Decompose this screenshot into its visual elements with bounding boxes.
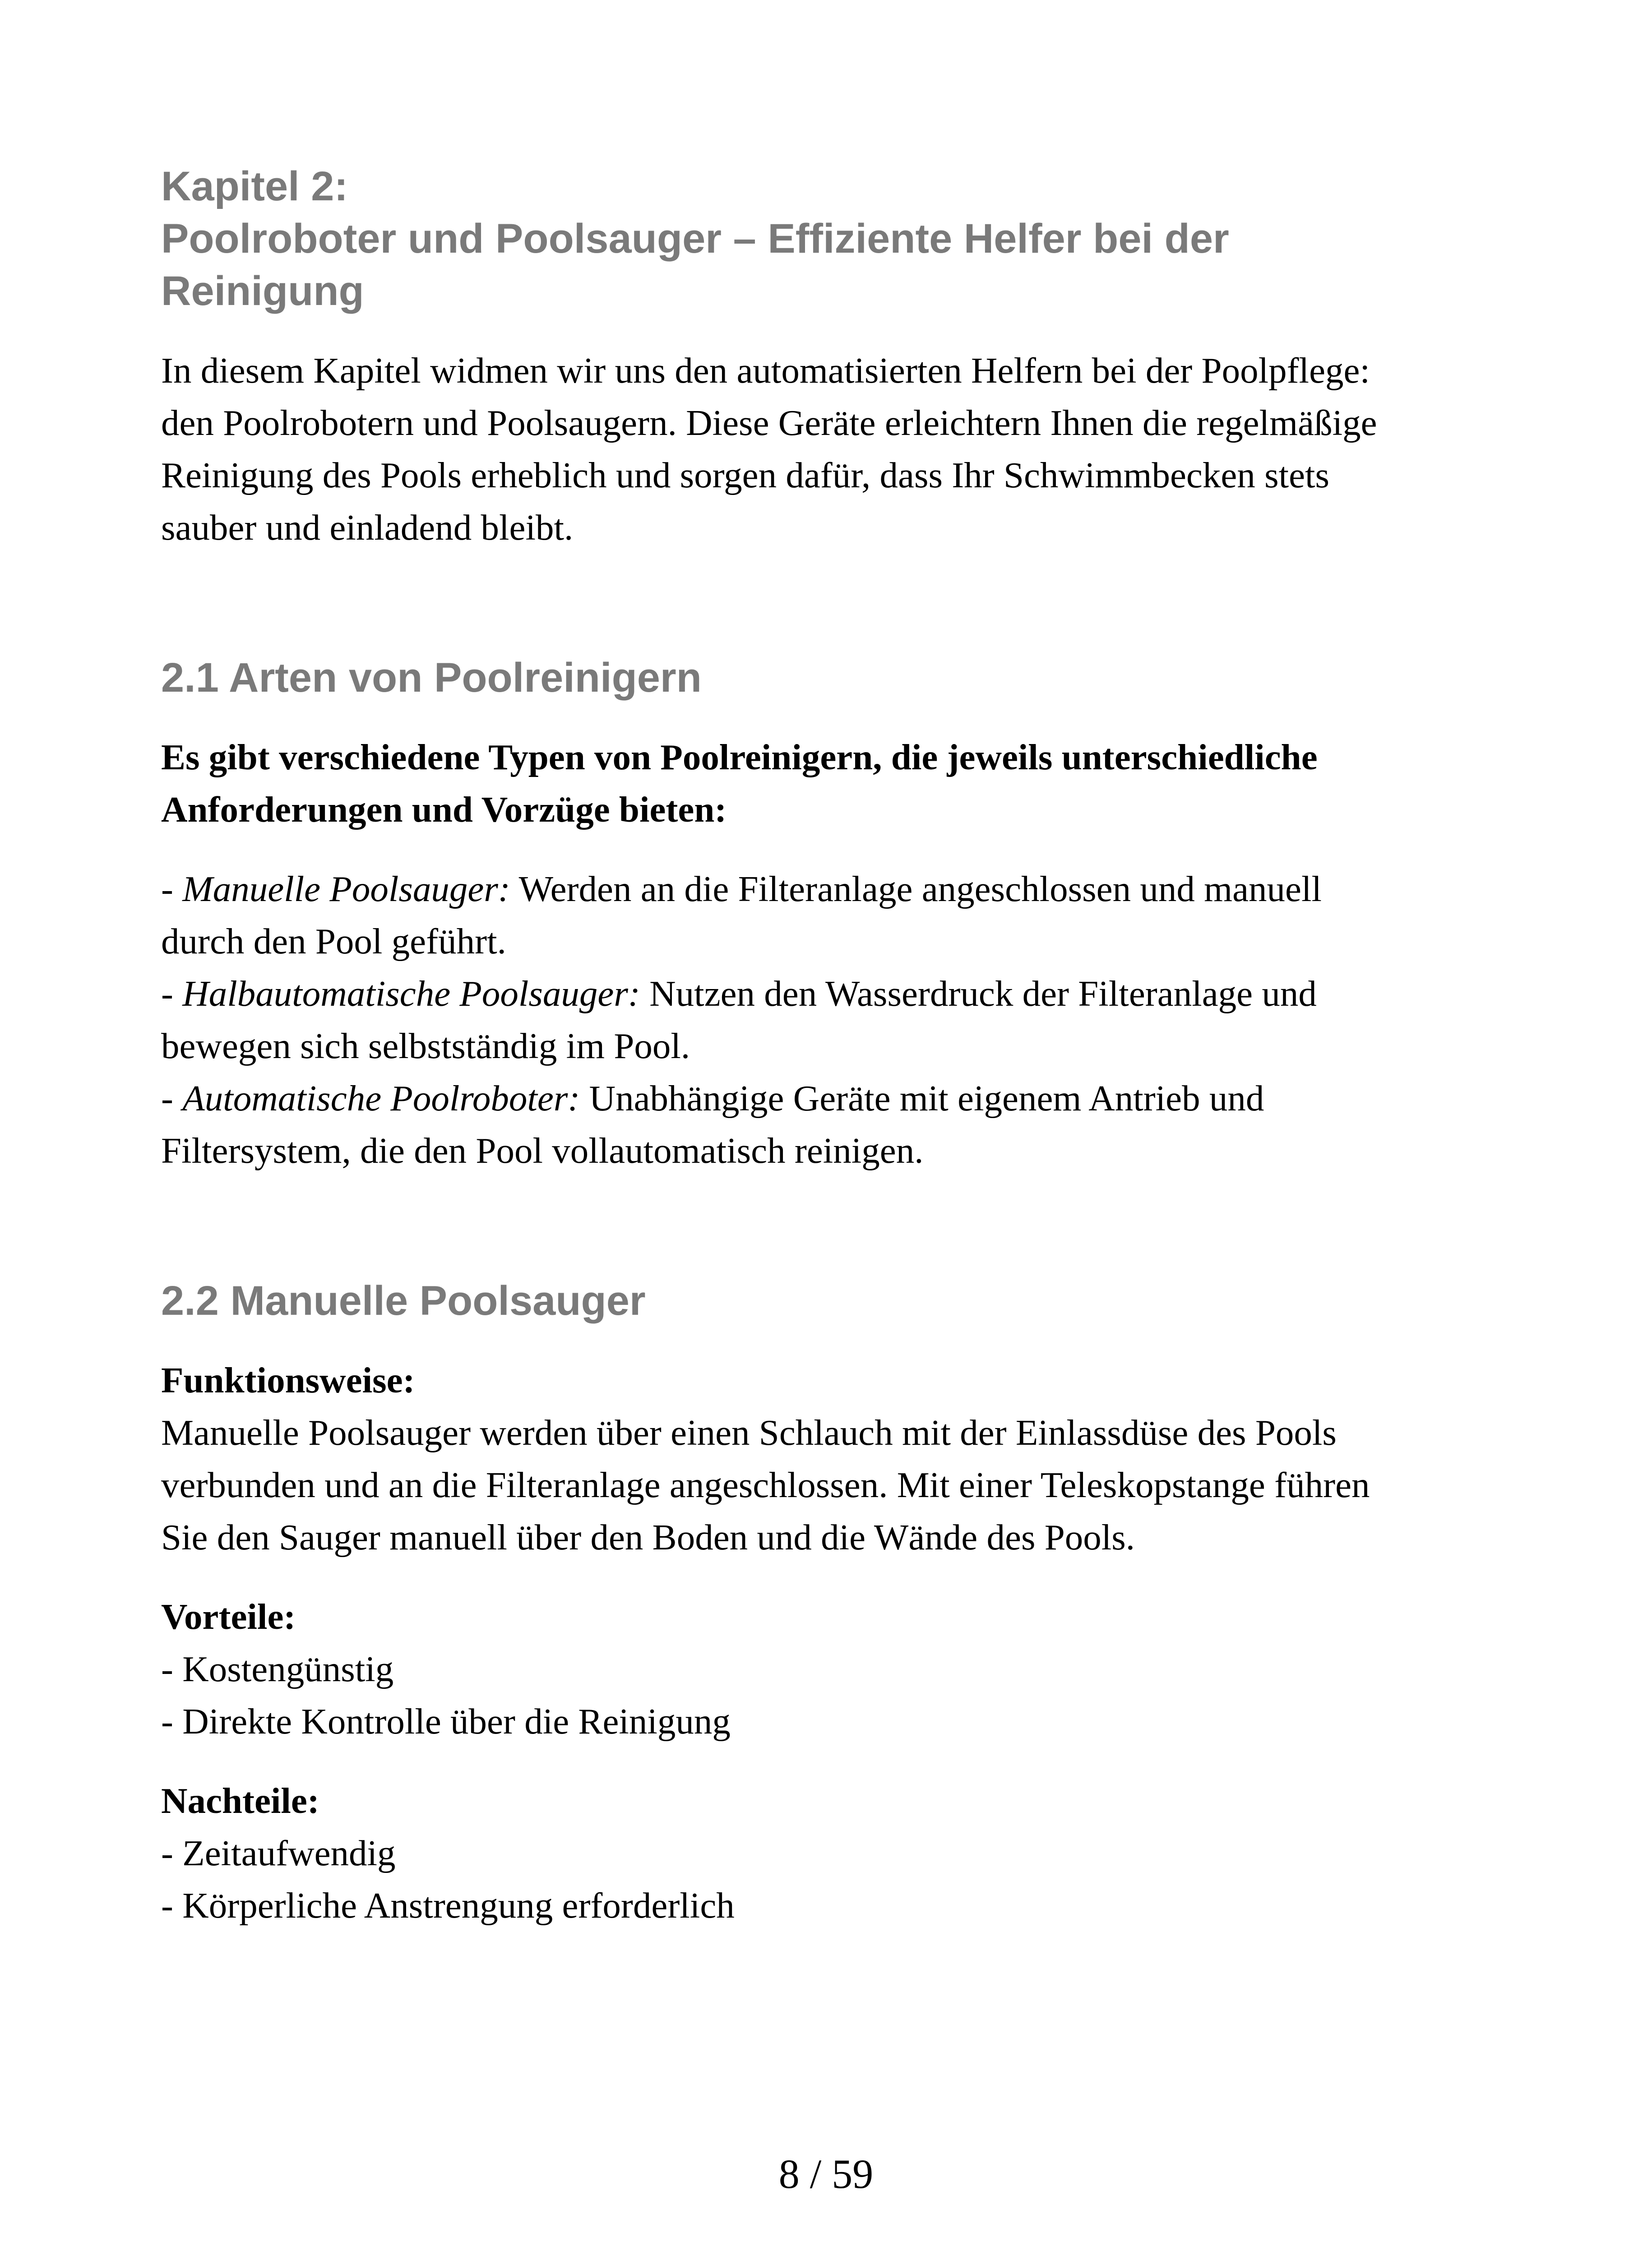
- chapter-title-line-2: Reinigung: [161, 268, 364, 314]
- pros-item: - Direkte Kontrolle über die Reinigung: [161, 1701, 731, 1742]
- cons-item: - Körperliche Anstrengung erforderlich: [161, 1885, 735, 1926]
- types-intro-line: Anforderungen und Vorzüge bieten:: [161, 789, 727, 830]
- section-2-2-heading: 2.2 Manuelle Poolsauger: [161, 1278, 646, 1324]
- list-dash: -: [161, 869, 183, 909]
- list-item-term: Automatische Poolroboter:: [182, 1078, 580, 1119]
- chapter-heading: [161, 160, 1497, 317]
- list-item-text: Nutzen den Wasserdruck der Filteranlage und: [640, 973, 1317, 1014]
- section-2-1-heading: 2.1 Arten von Poolreinigern: [161, 655, 702, 701]
- list-item: [161, 863, 1497, 967]
- list-item-text: Filtersystem, die den Pool vollautomatisch reinigen.: [161, 1130, 924, 1171]
- intro-line: Reinigung des Pools erheblich und sorgen dafür, dass Ihr Schwimmbecken stets: [161, 455, 1330, 495]
- function-line: Manuelle Poolsauger werden über einen Schlauch mit der Einlassdüse des Pools: [161, 1412, 1337, 1453]
- list-item-text: durch den Pool geführt.: [161, 921, 506, 962]
- document-page: [161, 160, 1497, 1932]
- list-item: [161, 1072, 1497, 1177]
- list-item-term: Manuelle Poolsauger:: [182, 869, 510, 909]
- chapter-intro-paragraph: [161, 344, 1497, 554]
- intro-line: sauber und einladend bleibt.: [161, 507, 574, 548]
- pros-item: - Kostengünstig: [161, 1649, 394, 1689]
- cleaner-types-list: [161, 863, 1497, 1177]
- cons-label: Nachteile:: [161, 1780, 319, 1821]
- list-item: [161, 967, 1497, 1072]
- list-item-term: Halbautomatische Poolsauger:: [182, 973, 640, 1014]
- list-item-text: bewegen sich selbstständig im Pool.: [161, 1026, 690, 1066]
- pros-block: [161, 1590, 1497, 1747]
- chapter-title-line-1: Poolroboter und Poolsauger – Effiziente Helfer bei der: [161, 216, 1229, 262]
- function-label: Funktionsweise:: [161, 1360, 415, 1401]
- list-item-text: Unabhängige Geräte mit eigenem Antrieb und: [580, 1078, 1264, 1119]
- section-2-1-intro: [161, 731, 1497, 836]
- list-dash: -: [161, 1078, 183, 1119]
- intro-line: In diesem Kapitel widmen wir uns den automatisierten Helfern bei der Poolpflege:: [161, 350, 1370, 391]
- function-line: Sie den Sauger manuell über den Boden und die Wände des Pools.: [161, 1517, 1135, 1558]
- intro-line: den Poolrobotern und Poolsaugern. Diese Geräte erleichtern Ihnen die regelmäßige: [161, 402, 1377, 443]
- cons-block: [161, 1775, 1497, 1932]
- function-line: verbunden und an die Filteranlage angeschlossen. Mit einer Teleskopstange führen: [161, 1465, 1370, 1505]
- pros-label: Vorteile:: [161, 1596, 296, 1637]
- types-intro-line: Es gibt verschiedene Typen von Poolreinigern, die jeweils unterschiedliche: [161, 737, 1318, 777]
- cons-item: - Zeitaufwendig: [161, 1833, 396, 1873]
- list-item-text: Werden an die Filteranlage angeschlossen und manuell: [510, 869, 1322, 909]
- function-block: [161, 1354, 1497, 1563]
- chapter-label: Kapitel 2:: [161, 163, 348, 209]
- list-dash: -: [161, 973, 183, 1014]
- page-number: 8 / 59: [778, 2151, 874, 2197]
